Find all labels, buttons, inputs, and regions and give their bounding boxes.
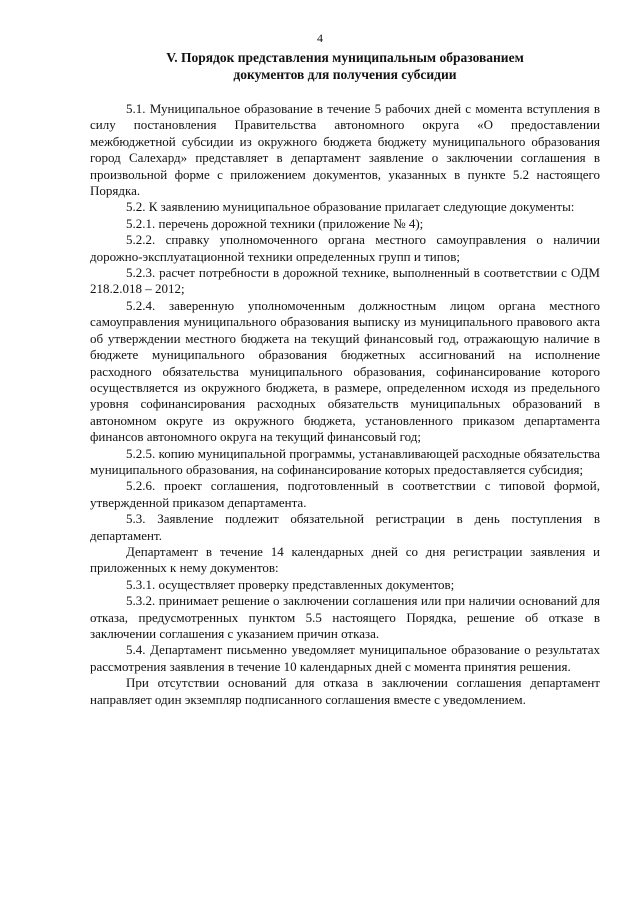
paragraph-5-2: 5.2. К заявлению муниципальное образование прилагает следующие документы: — [126, 199, 575, 215]
section-heading-line-1: V. Порядок представления муниципальным образованием — [166, 50, 524, 65]
paragraph-department-review: Департамент в течение 14 календарных дней со дня регистрации заявления и приложенных к нему документов: — [90, 543, 600, 576]
paragraph-5-3: 5.3. Заявление подлежит обязательной регистрации в день поступления в департамент. — [90, 511, 600, 543]
paragraph-5-4: 5.4. Департамент письменно уведомляет муниципальное образование о результатах рассмотрения заявления в течение 10 календарных дней с момента принятия решения. — [90, 642, 600, 674]
paragraph-5-2-1: 5.2.1. перечень дорожной техники (приложение № 4); — [126, 215, 424, 231]
paragraph-5-3-1: 5.3.1. осуществляет проверку представленных документов; — [126, 576, 455, 592]
paragraph-5-2-6: 5.2.6. проект соглашения, подготовленный в соответствии с типовой формой, утвержденной приказом департамента. — [90, 478, 600, 510]
section-heading — [90, 49, 600, 83]
paragraph-5-2-2: 5.2.2. справку уполномоченного органа местного самоуправления о наличии дорожно-эксплуатационной техники определенных групп и типов; — [90, 232, 600, 264]
paragraph-5-1: 5.1. Муниципальное образование в течение 5 рабочих дней с момента вступления в силу постановления Правительства автономного округа «О предоставлении межбюджетной субсидии из окружного бюджета бюджету муниципального образования город Салехард» представляет в департамент заявление о заключении соглашения в произвольной форме с приложением документов, указанных в пункте 5.2 настоящего Порядка. — [90, 101, 600, 199]
section-heading-line-2: документов для получения субсидии — [233, 67, 457, 82]
page-number: 4 — [317, 31, 323, 45]
paragraph-no-grounds: При отсутствии оснований для отказа в заключении соглашения департамент направляет один экземпляр подписанного соглашения вместе с уведомлением. — [90, 675, 600, 707]
paragraph-5-3-2: 5.3.2. принимает решение о заключении соглашения или при наличии оснований для отказа, предусмотренных пунктом 5.5 настоящего Порядка, решение об отказе в заключении соглашения с указанием причин отказа. — [90, 593, 600, 641]
paragraph-5-2-5: 5.2.5. копию муниципальной программы, устанавливающей расходные обязательства муниципального образования, на софинансирование которых предоставляется субсидия; — [90, 445, 600, 477]
paragraph-5-2-3: 5.2.3. расчет потребности в дорожной технике, выполненный в соответствии с ОДМ 218.2.018 – 2012; — [90, 265, 600, 297]
document-body — [90, 101, 600, 708]
paragraph-5-2-4: 5.2.4. заверенную уполномоченным должностным лицом органа местного самоуправления муниципального образования выписку из муниципального правового акта об утверждении местного бюджета на текущий финансовый год, отражающую наличие в бюджете муниципального образования бюджетных ассигнований на исполнение расходного обязательства муниципального образования, софинансирование которого осуществляется из окружного бюджета, в размере, определенном исходя из предельного уровня софинансирования расходных обязательств муниципальных образований в автономном округе из окружного бюджета, установленного приказом департамента финансов автономного округа на текущий финансовый год; — [90, 297, 600, 445]
